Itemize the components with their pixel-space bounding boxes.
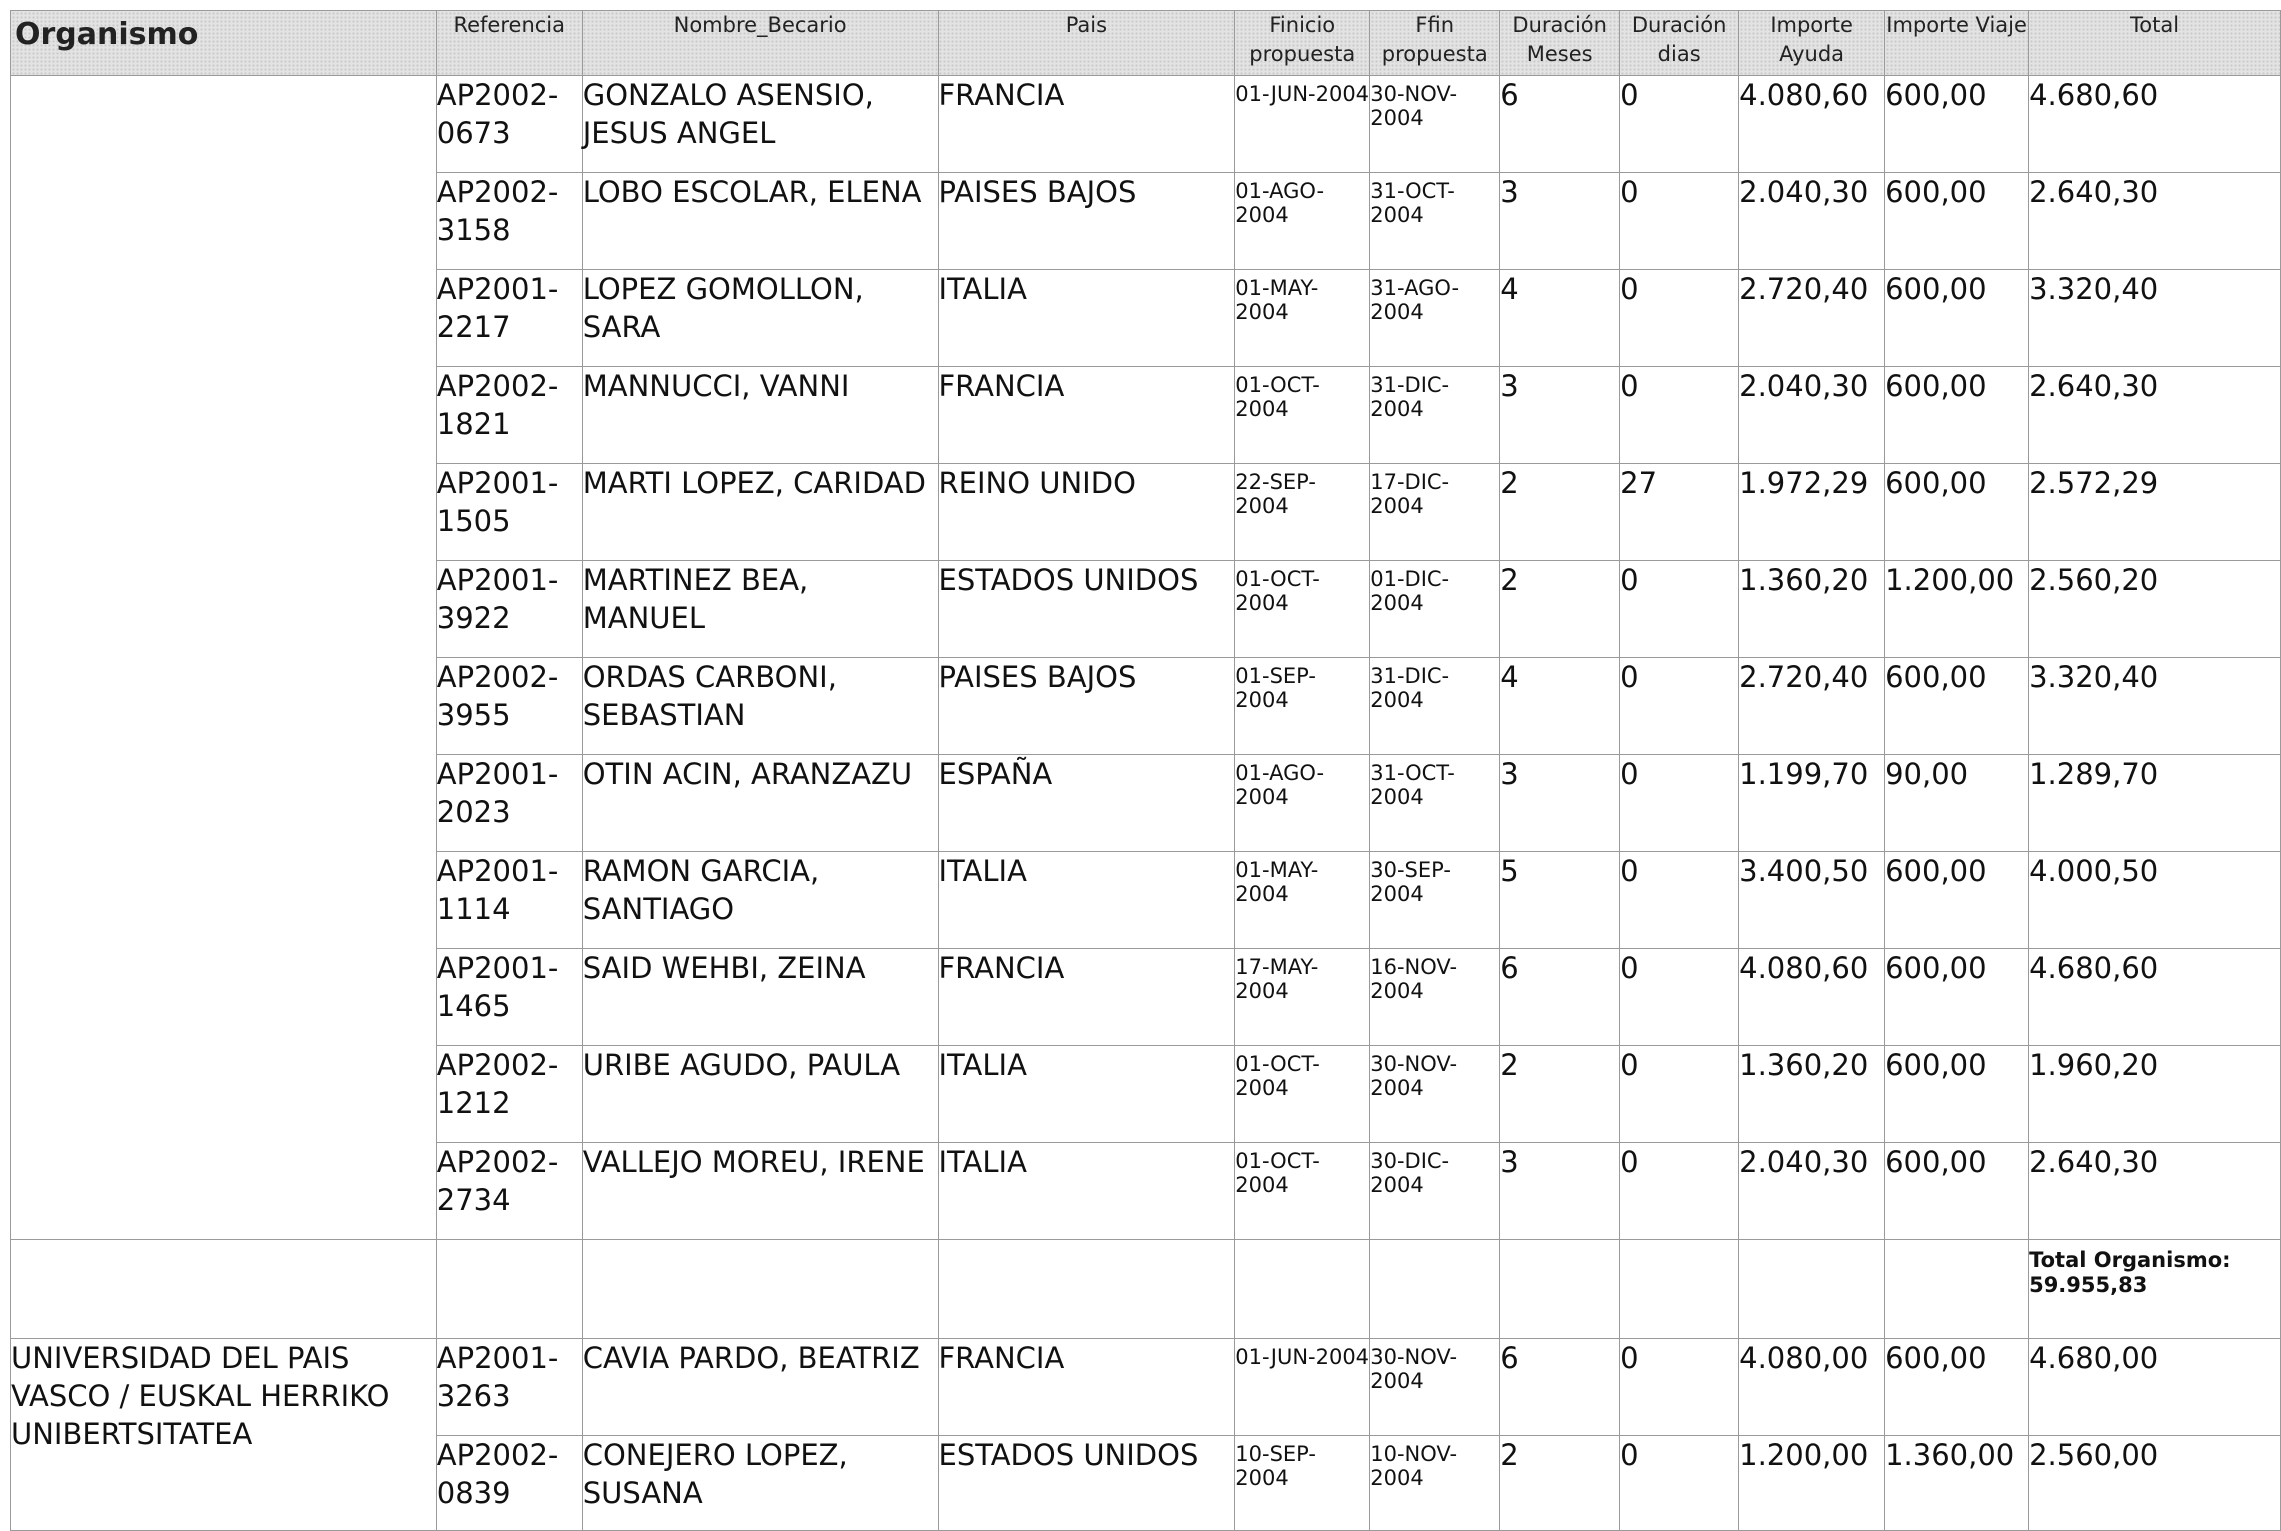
cell-finicio: 01-AGO-2004 [1235,173,1370,270]
cell-ayuda: 1.200,00 [1739,1436,1885,1531]
cell-pais: ESTADOS UNIDOS [938,1436,1235,1531]
cell-meses: 4 [1500,270,1620,367]
cell-ffin: 30-DIC-2004 [1370,1143,1500,1240]
cell-dias: 0 [1620,658,1739,755]
becarios-table [10,10,2281,1531]
cell-viaje: 1.200,00 [1885,561,2029,658]
cell-finicio: 01-OCT-2004 [1235,561,1370,658]
cell-finicio: 01-OCT-2004 [1235,1143,1370,1240]
cell-dias: 0 [1620,755,1739,852]
cell-viaje: 600,00 [1885,1143,2029,1240]
cell-viaje: 1.360,00 [1885,1436,2029,1531]
cell-finicio: 17-MAY-2004 [1235,949,1370,1046]
cell-pais: ESPAÑA [938,755,1235,852]
cell-ayuda: 2.720,40 [1739,270,1885,367]
total-organismo: Total Organismo: 59.955,83 [2029,1240,2281,1339]
cell-total: 2.560,20 [2029,561,2281,658]
cell-nombre: MARTI LOPEZ, CARIDAD [582,464,938,561]
cell-meses: 2 [1500,1436,1620,1531]
cell-organismo [11,76,437,1240]
empty-cell [1739,1240,1885,1339]
cell-pais: ITALIA [938,852,1235,949]
cell-ffin: 16-NOV-2004 [1370,949,1500,1046]
cell-referencia: AP2002-3955 [436,658,582,755]
cell-referencia: AP2002-2734 [436,1143,582,1240]
cell-ayuda: 1.360,20 [1739,561,1885,658]
cell-dias: 0 [1620,173,1739,270]
cell-ayuda: 1.360,20 [1739,1046,1885,1143]
cell-total: 3.320,40 [2029,658,2281,755]
cell-ayuda: 2.720,40 [1739,658,1885,755]
cell-ayuda: 4.080,60 [1739,76,1885,173]
header-finicio: Finicio propuesta [1235,11,1370,76]
cell-pais: ESTADOS UNIDOS [938,561,1235,658]
cell-ffin: 30-NOV-2004 [1370,76,1500,173]
cell-total: 2.640,30 [2029,1143,2281,1240]
header-referencia: Referencia [436,11,582,76]
cell-meses: 6 [1500,949,1620,1046]
cell-dias: 0 [1620,1436,1739,1531]
cell-pais: ITALIA [938,1046,1235,1143]
cell-meses: 3 [1500,755,1620,852]
cell-finicio: 01-JUN-2004 [1235,1339,1370,1436]
cell-meses: 2 [1500,1046,1620,1143]
empty-cell [1500,1240,1620,1339]
cell-referencia: AP2001-2023 [436,755,582,852]
cell-meses: 5 [1500,852,1620,949]
cell-total: 2.640,30 [2029,173,2281,270]
cell-viaje: 600,00 [1885,1339,2029,1436]
cell-meses: 4 [1500,658,1620,755]
cell-dias: 0 [1620,1143,1739,1240]
cell-meses: 2 [1500,464,1620,561]
cell-pais: ITALIA [938,270,1235,367]
cell-finicio: 01-JUN-2004 [1235,76,1370,173]
cell-dias: 0 [1620,1046,1739,1143]
cell-pais: PAISES BAJOS [938,658,1235,755]
cell-dias: 0 [1620,1339,1739,1436]
cell-finicio: 01-OCT-2004 [1235,1046,1370,1143]
empty-cell [436,1240,582,1339]
cell-meses: 6 [1500,1339,1620,1436]
cell-finicio: 10-SEP-2004 [1235,1436,1370,1531]
cell-referencia: AP2002-0673 [436,76,582,173]
cell-total: 4.680,60 [2029,949,2281,1046]
cell-ffin: 17-DIC-2004 [1370,464,1500,561]
empty-cell [1885,1240,2029,1339]
cell-finicio: 01-SEP-2004 [1235,658,1370,755]
cell-viaje: 90,00 [1885,755,2029,852]
cell-total: 2.560,00 [2029,1436,2281,1531]
empty-cell [938,1240,1235,1339]
cell-dias: 0 [1620,367,1739,464]
table-header [11,11,2281,76]
cell-ffin: 31-AGO-2004 [1370,270,1500,367]
header-meses: Duración Meses [1500,11,1620,76]
cell-ffin: 10-NOV-2004 [1370,1436,1500,1531]
cell-total: 3.320,40 [2029,270,2281,367]
table-body [11,76,2281,1531]
cell-total: 4.680,60 [2029,76,2281,173]
cell-total: 4.000,50 [2029,852,2281,949]
cell-ayuda: 3.400,50 [1739,852,1885,949]
header-ayuda: Importe Ayuda [1739,11,1885,76]
empty-cell [1235,1240,1370,1339]
cell-pais: FRANCIA [938,367,1235,464]
cell-referencia: AP2001-1114 [436,852,582,949]
cell-ffin: 31-DIC-2004 [1370,658,1500,755]
cell-dias: 0 [1620,949,1739,1046]
header-dias: Duración dias [1620,11,1739,76]
cell-nombre: CONEJERO LOPEZ, SUSANA [582,1436,938,1531]
cell-referencia: AP2002-3158 [436,173,582,270]
cell-meses: 3 [1500,1143,1620,1240]
cell-referencia: AP2001-3263 [436,1339,582,1436]
cell-pais: ITALIA [938,1143,1235,1240]
cell-total: 2.572,29 [2029,464,2281,561]
table-row [11,76,2281,173]
cell-nombre: LOPEZ GOMOLLON, SARA [582,270,938,367]
cell-total: 4.680,00 [2029,1339,2281,1436]
cell-pais: FRANCIA [938,1339,1235,1436]
cell-referencia: AP2001-1505 [436,464,582,561]
cell-finicio: 01-AGO-2004 [1235,755,1370,852]
cell-ffin: 31-OCT-2004 [1370,173,1500,270]
cell-nombre: OTIN ACIN, ARANZAZU [582,755,938,852]
cell-ayuda: 4.080,60 [1739,949,1885,1046]
empty-cell [582,1240,938,1339]
cell-viaje: 600,00 [1885,852,2029,949]
cell-dias: 0 [1620,561,1739,658]
cell-meses: 3 [1500,367,1620,464]
cell-viaje: 600,00 [1885,76,2029,173]
cell-organismo: UNIVERSIDAD DEL PAIS VASCO / EUSKAL HERRIKO UNIBERTSITATEA [11,1339,437,1531]
cell-ffin: 31-OCT-2004 [1370,755,1500,852]
cell-meses: 6 [1500,76,1620,173]
cell-referencia: AP2001-1465 [436,949,582,1046]
cell-ffin: 01-DIC-2004 [1370,561,1500,658]
cell-viaje: 600,00 [1885,658,2029,755]
cell-ayuda: 1.199,70 [1739,755,1885,852]
cell-ffin: 30-SEP-2004 [1370,852,1500,949]
cell-meses: 2 [1500,561,1620,658]
cell-viaje: 600,00 [1885,173,2029,270]
cell-pais: FRANCIA [938,949,1235,1046]
cell-ayuda: 2.040,30 [1739,173,1885,270]
cell-ffin: 31-DIC-2004 [1370,367,1500,464]
header-organismo: Organismo [11,11,437,76]
header-viaje: Importe Viaje [1885,11,2029,76]
empty-cell [11,1240,437,1339]
cell-nombre: MANNUCCI, VANNI [582,367,938,464]
cell-ayuda: 4.080,00 [1739,1339,1885,1436]
cell-pais: REINO UNIDO [938,464,1235,561]
cell-viaje: 600,00 [1885,464,2029,561]
cell-nombre: LOBO ESCOLAR, ELENA [582,173,938,270]
cell-dias: 0 [1620,76,1739,173]
cell-nombre: CAVIA PARDO, BEATRIZ [582,1339,938,1436]
empty-cell [1620,1240,1739,1339]
cell-viaje: 600,00 [1885,1046,2029,1143]
header-nombre: Nombre_Becario [582,11,938,76]
cell-viaje: 600,00 [1885,367,2029,464]
cell-ayuda: 2.040,30 [1739,1143,1885,1240]
cell-finicio: 22-SEP-2004 [1235,464,1370,561]
cell-nombre: SAID WEHBI, ZEINA [582,949,938,1046]
cell-referencia: AP2001-3922 [436,561,582,658]
cell-finicio: 01-MAY-2004 [1235,852,1370,949]
cell-nombre: URIBE AGUDO, PAULA [582,1046,938,1143]
cell-total: 1.289,70 [2029,755,2281,852]
cell-referencia: AP2002-1821 [436,367,582,464]
cell-ayuda: 1.972,29 [1739,464,1885,561]
cell-ffin: 30-NOV-2004 [1370,1046,1500,1143]
table-row [11,1339,2281,1436]
cell-viaje: 600,00 [1885,270,2029,367]
cell-nombre: ORDAS CARBONI, SEBASTIAN [582,658,938,755]
cell-dias: 0 [1620,270,1739,367]
total-organismo-row [11,1240,2281,1339]
cell-ayuda: 2.040,30 [1739,367,1885,464]
cell-referencia: AP2001-2217 [436,270,582,367]
header-pais: Pais [938,11,1235,76]
cell-referencia: AP2002-1212 [436,1046,582,1143]
cell-ffin: 30-NOV-2004 [1370,1339,1500,1436]
cell-pais: FRANCIA [938,76,1235,173]
header-total: Total [2029,11,2281,76]
cell-nombre: VALLEJO MOREU, IRENE [582,1143,938,1240]
cell-nombre: MARTINEZ BEA, MANUEL [582,561,938,658]
cell-meses: 3 [1500,173,1620,270]
cell-total: 2.640,30 [2029,367,2281,464]
cell-nombre: GONZALO ASENSIO, JESUS ANGEL [582,76,938,173]
empty-cell [1370,1240,1500,1339]
cell-dias: 27 [1620,464,1739,561]
cell-viaje: 600,00 [1885,949,2029,1046]
cell-finicio: 01-MAY-2004 [1235,270,1370,367]
cell-dias: 0 [1620,852,1739,949]
cell-referencia: AP2002-0839 [436,1436,582,1531]
cell-nombre: RAMON GARCIA, SANTIAGO [582,852,938,949]
cell-finicio: 01-OCT-2004 [1235,367,1370,464]
header-ffin: Ffin propuesta [1370,11,1500,76]
cell-pais: PAISES BAJOS [938,173,1235,270]
cell-total: 1.960,20 [2029,1046,2281,1143]
